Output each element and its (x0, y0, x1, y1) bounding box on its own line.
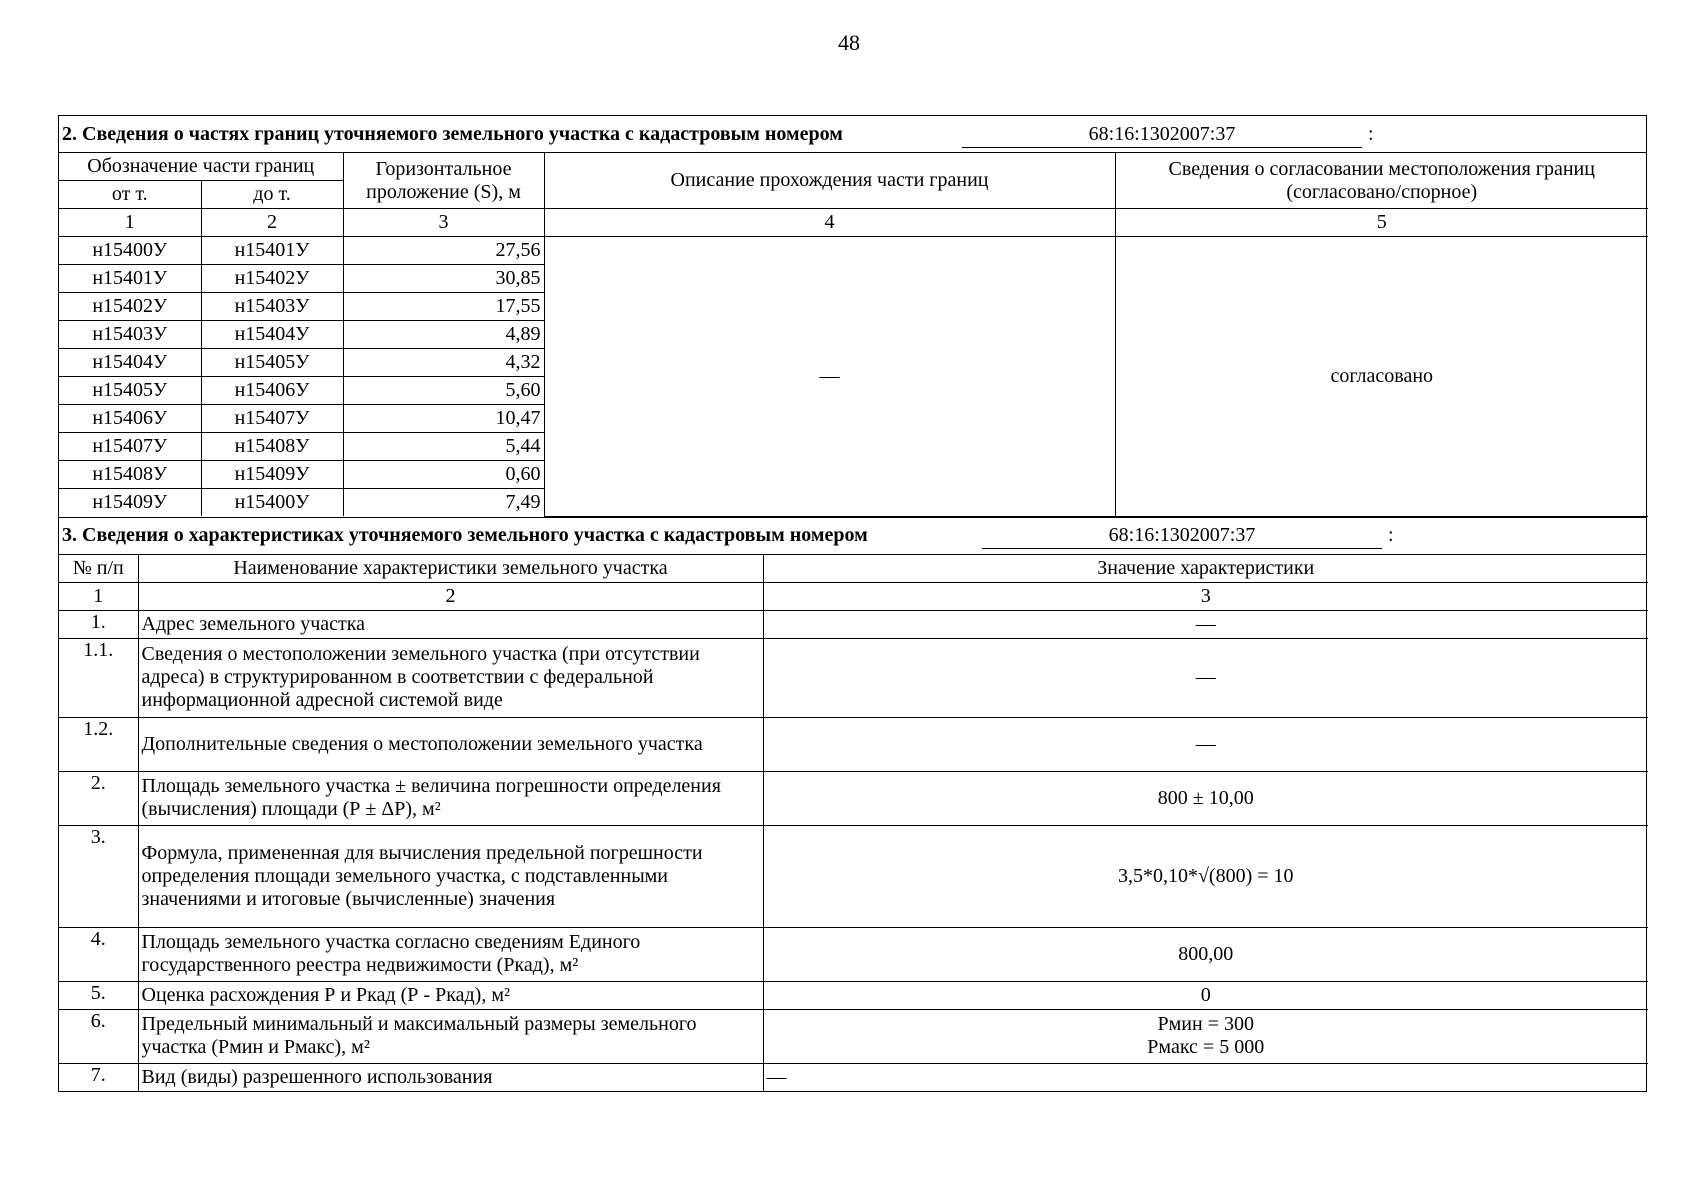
horizontal-value: 0,60 (343, 461, 544, 489)
row-num: 7. (59, 1063, 138, 1091)
row-value: — (763, 717, 1648, 771)
description-value: — (544, 237, 1115, 517)
horizontal-value: 5,60 (343, 377, 544, 405)
header-from: от т. (59, 181, 201, 209)
section2-cadastral-number: 68:16:1302007:37 (962, 121, 1362, 148)
section3-cadastral-number: 68:16:1302007:37 (982, 522, 1382, 549)
section3-table-cell (59, 554, 1647, 1091)
horizontal-value: 4,32 (343, 349, 544, 377)
table-row (59, 638, 1648, 717)
row-value: — (763, 610, 1648, 638)
row-value-max: Рмакс = 5 000 (1147, 1036, 1265, 1058)
row-name: Площадь земельного участка ± величина погрешности определения (вычисления) площади (Р ± ΔР), м² (138, 771, 763, 825)
row-num: 5. (59, 981, 138, 1009)
row-value: 800 ± 10,00 (763, 771, 1648, 825)
col-number: 5 (1115, 209, 1648, 237)
header-value: Значение характеристики (763, 555, 1648, 583)
row-value-min: Рмин = 300 (1157, 1013, 1254, 1035)
table-row (59, 1009, 1648, 1063)
horizontal-value: 30,85 (343, 265, 544, 293)
col-number: 2 (201, 209, 343, 237)
horizontal-value: 4,89 (343, 321, 544, 349)
section3-table (59, 555, 1648, 1091)
horizontal-value: 7,49 (343, 489, 544, 517)
row-num: 4. (59, 927, 138, 981)
from-point: н15403У (59, 321, 201, 349)
header-num: № п/п (59, 555, 138, 583)
row-name: Предельный минимальный и максимальный размеры земельного участка (Рмин и Рмакс), м² (138, 1009, 763, 1063)
table-row (59, 237, 1648, 265)
to-point: н15409У (201, 461, 343, 489)
from-point: н15404У (59, 349, 201, 377)
row-name: Оценка расхождения Р и Ркад (Р - Ркад), м² (138, 981, 763, 1009)
col-number: 1 (59, 209, 201, 237)
from-point: н15402У (59, 293, 201, 321)
row-name: Сведения о местоположении земельного участка (при отсутствии адреса) в структурированном в соответствии с федеральной информационной адресной системой виде (138, 638, 763, 717)
table-row (59, 610, 1648, 638)
agreement-value: согласовано (1115, 237, 1648, 517)
row-num: 1.1. (59, 638, 138, 717)
to-point: н15407У (201, 405, 343, 433)
to-point: н15408У (201, 433, 343, 461)
table-row (59, 981, 1648, 1009)
to-point: н15404У (201, 321, 343, 349)
col-number: 1 (59, 582, 138, 610)
section2-table (59, 153, 1648, 517)
from-point: н15407У (59, 433, 201, 461)
to-point: н15405У (201, 349, 343, 377)
header-name: Наименование характеристики земельного участка (138, 555, 763, 583)
row-value: — (763, 1063, 1648, 1091)
row-num: 2. (59, 771, 138, 825)
row-num: 1.2. (59, 717, 138, 771)
section2-colon: : (1368, 122, 1374, 145)
document-table (58, 115, 1647, 1092)
row-value: 800,00 (763, 927, 1648, 981)
table-row (59, 927, 1648, 981)
section3-title-row (59, 517, 1647, 554)
table-row (59, 771, 1648, 825)
row-name: Площадь земельного участка согласно сведениям Единого государственного реестра недвижимости (Ркад), м² (138, 927, 763, 981)
section3-colon: : (1388, 524, 1394, 546)
section2-title: 2. Сведения о частях границ уточняемого земельного участка с кадастровым номером (62, 122, 843, 145)
row-value: — (763, 638, 1648, 717)
col-number: 3 (343, 209, 544, 237)
from-point: н15405У (59, 377, 201, 405)
from-point: н15401У (59, 265, 201, 293)
table-row (59, 825, 1648, 927)
row-value-limits (763, 1009, 1648, 1063)
to-point: н15403У (201, 293, 343, 321)
header-designation: Обозначение части границ (59, 153, 343, 181)
header-agreement: Сведения о согласовании местоположения границ (согласовано/спорное) (1115, 153, 1648, 209)
table-row (59, 717, 1648, 771)
to-point: н15402У (201, 265, 343, 293)
row-value: 3,5*0,10*√(800) = 10 (763, 825, 1648, 927)
section3-title: 3. Сведения о характеристиках уточняемого земельного участка с кадастровым номером (62, 524, 868, 546)
horizontal-value: 10,47 (343, 405, 544, 433)
section2-title-row (59, 116, 1647, 153)
col-number: 4 (544, 209, 1115, 237)
horizontal-value: 5,44 (343, 433, 544, 461)
from-point: н15409У (59, 489, 201, 517)
from-point: н15406У (59, 405, 201, 433)
to-point: н15401У (201, 237, 343, 265)
page-number: 48 (838, 30, 860, 55)
table-row (59, 1063, 1648, 1091)
header-description: Описание прохождения части границ (544, 153, 1115, 209)
row-name: Дополнительные сведения о местоположении земельного участка (138, 717, 763, 771)
to-point: н15406У (201, 377, 343, 405)
row-name: Формула, примененная для вычисления предельной погрешности определения площади земельного участка, с подставленными значениями и итоговые (вычисленные) значения (138, 825, 763, 927)
header-to: до т. (201, 181, 343, 209)
from-point: н15400У (59, 237, 201, 265)
horizontal-value: 17,55 (343, 293, 544, 321)
horizontal-value: 27,56 (343, 237, 544, 265)
col-number: 3 (763, 582, 1648, 610)
row-num: 6. (59, 1009, 138, 1063)
row-value: 0 (763, 981, 1648, 1009)
row-name: Вид (виды) разрешенного использования (138, 1063, 763, 1091)
row-num: 3. (59, 825, 138, 927)
section2-table-cell (59, 153, 1647, 518)
to-point: н15400У (201, 489, 343, 517)
col-number: 2 (138, 582, 763, 610)
row-num: 1. (59, 610, 138, 638)
row-name: Адрес земельного участка (138, 610, 763, 638)
header-horizontal: Горизонтальное проложение (S), м (343, 153, 544, 209)
from-point: н15408У (59, 461, 201, 489)
